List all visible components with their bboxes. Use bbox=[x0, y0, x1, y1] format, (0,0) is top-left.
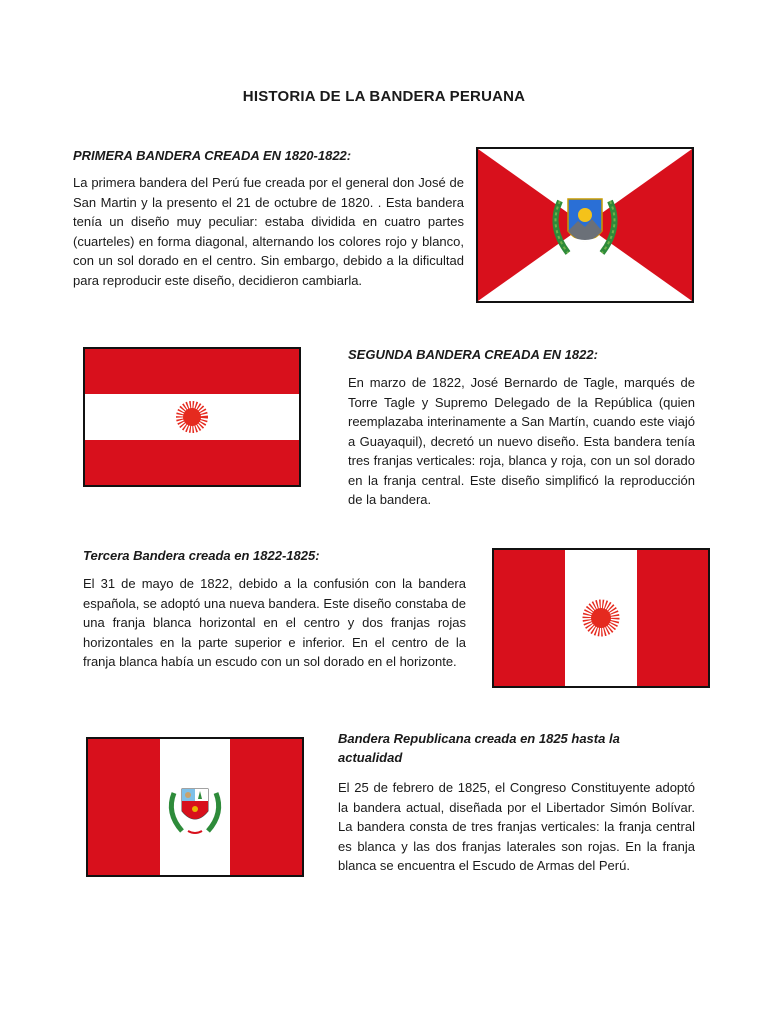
section-1-heading: PRIMERA BANDERA CREADA EN 1820-1822: bbox=[73, 148, 352, 163]
vertical-stripes-sun-flag-icon bbox=[492, 548, 710, 688]
section-4-heading: Bandera Republicana creada en 1825 hasta la actualidad bbox=[338, 731, 620, 765]
current-peru-flag-icon bbox=[86, 737, 304, 877]
page-title: HISTORIA DE LA BANDERA PERUANA bbox=[242, 88, 526, 105]
section-4-text: El 25 de febrero de 1825, el Congreso Constituyente adoptó la bandera actual, diseñada por el Libertador Simón Bolívar. La bandera consta de tres franjas verticales: la franja central es blanca y las dos franjas laterales son rojas. En la franja blanca se encuentra el Escudo de Armas del Perú. bbox=[338, 780, 695, 873]
section-3-heading: Tercera Bandera creada en 1822-1825: bbox=[83, 548, 320, 563]
section-1-text: La primera bandera del Perú fue creada por el general don José de San Martin y la presento el 21 de octubre de 1820. . Esta bandera tenía un diseño muy peculiar: estaba dividida en cuatro partes (cuarteles) en forma diagonal, alternando los colores rojo y blanco, con un sol dorado en el centro. Sin embargo, debido a la dificultad para reproducir este diseño, decidieron cambiarla. bbox=[73, 175, 464, 288]
section-2-text: En marzo de 1822, José Bernardo de Tagle, marqués de Torre Tagle y Supremo Delegado de la República (quien reemplazaba interinamente a San Martín, cuando este viajó a Guayaquil), decretó un nuevo diseño. Esta bandera tenía tres franjas verticales: roja, blanca y roja, con un sol dorado en la franja central. Este diseño simplificó la reproducción de la bandera. bbox=[348, 375, 695, 507]
section-3-text: El 31 de mayo de 1822, debido a la confusión con la bandera española, se adoptó una nueva bandera. Este diseño constaba de una franja blanca horizontal en el centro y dos franjas rojas horizontales en la parte superior e inferior. En el centro de la franja blanca había un escudo con un sol dorado en el horizonte. bbox=[83, 576, 466, 669]
section-2-heading: SEGUNDA BANDERA CREADA EN 1822: bbox=[348, 347, 598, 362]
horizontal-stripes-sun-flag-icon bbox=[83, 347, 301, 487]
san-martin-flag-icon bbox=[476, 147, 694, 303]
